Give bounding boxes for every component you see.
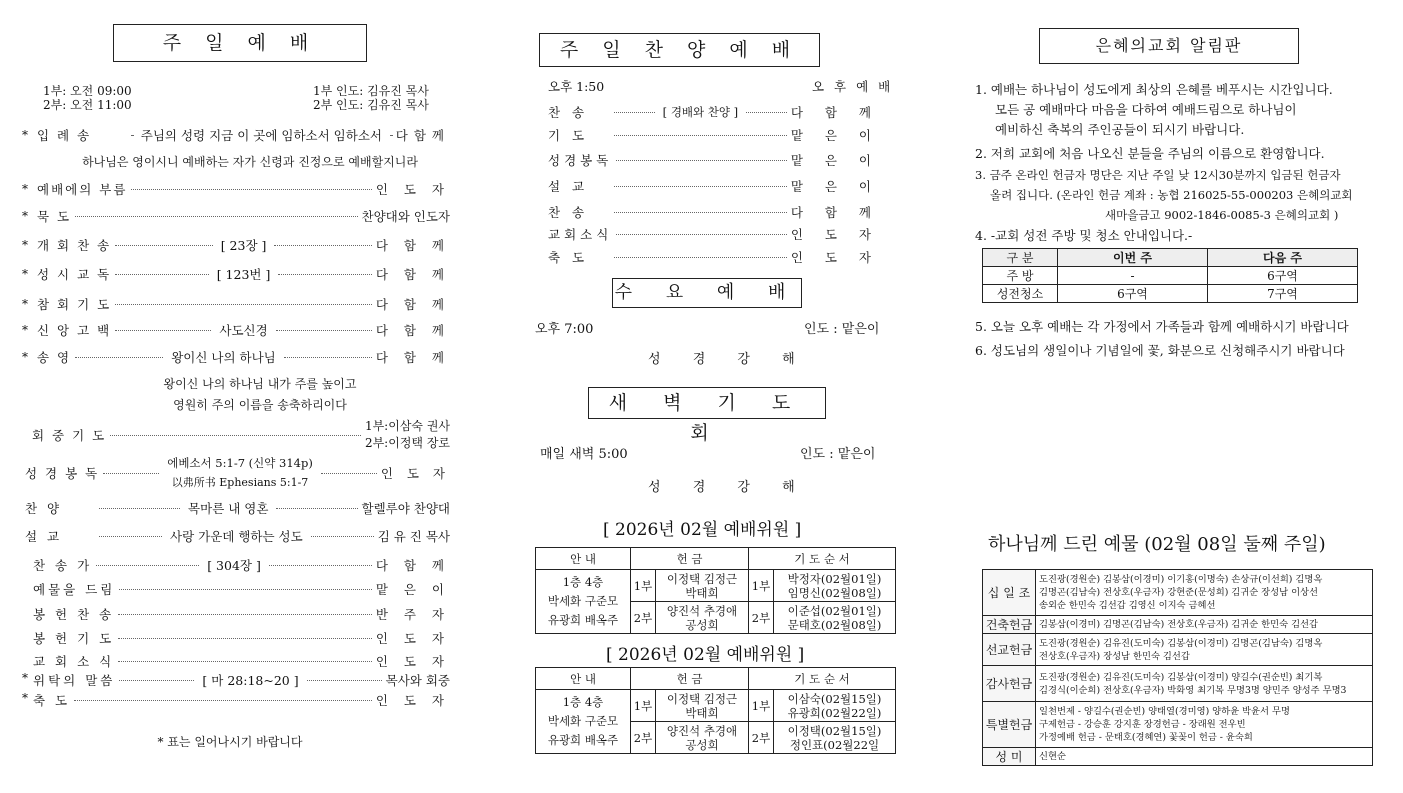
service-leader-1: 1부 인도: 김유진 목사 [313,84,429,98]
notice-3 [975,165,1353,225]
name: 박정자(02월01일) [787,571,882,586]
offering-name-line: 가정예배 헌금 - 문태호(경혜연) 꽃꽂이 헌금 - 윤숙희 [1039,732,1253,743]
wednesday-time: 오후 7:00 [535,322,594,337]
row-right: 인 도 자 [790,227,880,242]
name: 이정택 김정근 [666,691,738,706]
header-prayer: 기 도 순 서 [749,668,896,690]
clean-header-next-week: 다음 주 [1208,249,1358,267]
row-detail: [ 304장 ] [207,558,261,573]
row-right: 맡 은 이 [790,179,880,194]
dawn-time: 매일 새벽 5:00 [540,447,628,462]
clean-sanctuary-this: 6구역 [1058,285,1208,303]
notice-5: 5. 오늘 오후 예배는 각 가정에서 가족들과 함께 예배하시기 바랍니다 [975,319,1349,334]
wednesday-content: 성 경 강 해 [648,352,809,367]
leader-dots [118,613,372,615]
row-right: 할렐루야 찬양대 [361,501,450,516]
row-label: 회 중 기 도 [32,428,107,443]
offering-type: 성 미 [983,748,1036,766]
row-detail: [ 마 28:18~20 ] [202,673,299,688]
row-right: 목사와 회중 [385,673,450,688]
name: 양진석 추경애 [666,723,738,738]
row-label: 찬 송 [548,205,589,220]
leader-dots [278,273,371,275]
prayer-names-2 [774,602,896,634]
name: 유광희(02월22일) [787,705,882,720]
offering-service-1: 1부 [631,570,656,602]
leader-dots [131,188,371,190]
leader-dots [284,356,372,358]
offering-names-2 [656,602,749,634]
afternoon-row [548,203,880,221]
clean-kitchen-next: 6구역 [1208,267,1358,285]
row-label: 봉 헌 기 도 [33,631,115,646]
row-right: 다 함 께 [375,558,451,573]
row-label: 입 례 송 [37,128,92,143]
row-label: 위탁의 말씀 [33,673,116,688]
leader-dots [75,356,163,358]
row-right: 맡 은 이 [790,128,880,143]
leader-dots [115,329,211,331]
prayer-service-2: 2부 [749,602,774,634]
notice-1-line-3: 예비하신 축복의 주인공들이 되시기 바랍니다. [995,122,1245,137]
worship-row [33,691,450,709]
row-right: 맡 은 이 [790,153,880,168]
row-right: 찬양대와 인도자 [361,209,450,224]
prayer-service-1: 1부 [749,570,774,602]
header-prayer: 기 도 순 서 [749,548,896,570]
row-detail: 목마른 내 영혼 [188,501,269,516]
notice-3-line-2: 올려 집니다. (온라인 헌금 계좌 : 농협 216025-55-000203 은혜의교회 [990,188,1353,202]
row-detail: [ 23장 ] [220,238,267,253]
row-right: 다함께 [395,128,450,143]
offering-service-2: 2부 [631,602,656,634]
afternoon-row [548,126,880,144]
service-leader-2: 2부 인도: 김유진 목사 [313,98,429,112]
scripture-reading [25,455,450,491]
row-label: 성경봉독 [548,153,613,168]
name: 문태호(02월08일) [787,617,882,632]
doxology-lyric-1: 왕이신 나의 하나님 내가 주를 높이고 [163,377,357,391]
leader-dots [99,507,180,509]
prayer-service-1: 1부 [749,690,774,722]
offering-names-1 [656,570,749,602]
stand-marker: * [22,209,28,223]
leader-dots [311,535,374,537]
leader-dots [103,472,159,474]
notice-4: 4. -교회 성전 주방 및 청소 안내입니다.- [975,228,1193,243]
sunday-worship-title: 주 일 예 배 [113,24,367,62]
leader-dots [115,273,208,275]
row-right: 인 도 자 [375,631,450,646]
afternoon-time: 오후 1:50 [548,79,605,94]
leader-dots [614,256,787,258]
leader-dots [119,679,194,681]
worship-row [25,527,450,545]
ushers-2: 유광희 배옥주 [547,733,619,747]
notice-3-line-1: 3. 금주 온라인 헌금자 명단은 지난 주일 낮 12시30분까지 입금된 헌금자 [975,168,1341,182]
header-offering: 헌 금 [631,548,749,570]
afternoon-worship-title: 주 일 찬 양 예 배 [539,33,820,67]
leader-dots [276,329,372,331]
worship-row [37,295,450,313]
row-right: 다 함 께 [375,350,450,365]
row-label: 묵 도 [37,209,72,224]
row-right: 인 도 자 [380,466,451,481]
congregation-prayer [32,420,450,450]
row-detail: [ 123번 ] [216,267,271,282]
stand-marker: * [22,297,28,311]
header-guide: 안 내 [536,668,631,690]
offering-service-1: 1부 [631,690,656,722]
row-right: 반 주 자 [375,607,450,622]
leader-dots [96,564,199,566]
committee-title-1: [ 2026년 02월 예배위원 ] [603,520,802,540]
row-label: 성 시 교 독 [37,267,112,282]
prayer-names-2 [774,722,896,754]
offering-name-line: 김경식(이순희) 전상호(우금자) 박화영 최기복 무명3명 양민주 양성주 무명3 [1039,684,1347,696]
row-label: 찬 송 [548,105,589,120]
stand-marker: * [22,691,28,705]
worship-row [37,265,450,283]
name: 양진석 추경애 [666,603,738,618]
notice-1-line-1: 1. 예배는 하나님이 성도에게 최상의 은혜를 베푸시는 시간입니다. [975,82,1333,97]
worship-row [25,499,450,517]
offering-type: 감사헌금 [983,666,1036,702]
committee-table-1 [535,547,896,634]
leader-dots [390,134,392,136]
wednesday-leader: 인도 : 맡은이 [804,322,880,337]
row-detail: [ 경배와 찬양 ] [662,105,739,119]
offering-type: 건축헌금 [983,616,1036,634]
offering-name-line: 신현순 [1039,751,1066,762]
service-time-2: 2부: 오전 11:00 [43,98,132,112]
leader-dots [75,215,357,217]
ushers-1: 박세화 구준모 [547,714,619,728]
offering-type: 십 일 조 [983,570,1036,616]
offering-table [982,569,1373,766]
ushers-2: 유광희 배옥주 [547,613,619,627]
row-label: 기 도 [548,128,589,143]
row-right: 인 도 자 [790,250,880,265]
leader-dots [321,472,377,474]
clean-kitchen-this: - [1058,267,1208,285]
offering-names [1036,702,1373,748]
name: 이정택 김정근 [666,571,738,586]
prayer-leader-1: 1부:이삼숙 권사 [364,419,450,433]
prayer-leader-2: 2부:이정택 장로 [364,436,450,450]
stand-marker: * [22,182,28,196]
leader-dots [118,660,372,662]
stand-marker: * [22,267,28,281]
offering-names [1036,748,1373,766]
offering-type: 특별헌금 [983,702,1036,748]
row-label: 성 경 봉 독 [25,466,100,481]
clean-header-area: 구 분 [983,249,1058,267]
leader-dots [110,434,361,436]
leader-dots [99,535,162,537]
scripture-reference [163,454,317,492]
row-label: 설 교 [548,179,589,194]
worship-row [33,652,450,670]
notice-3-line-3: 새마을금고 9002-1846-0085-3 은혜의교회 ) [1105,208,1339,222]
notice-6: 6. 성도님의 생일이나 기념일에 꽃, 화분으로 신청해주시기 바랍니다 [975,343,1345,358]
row-label: 찬 송 가 [33,558,93,573]
ushers [536,690,631,754]
worship-row [37,126,450,144]
prayer-leaders [365,418,450,452]
row-label: 축 도 [548,250,589,265]
bulletin-board-title: 은혜의교회 알림판 [1039,28,1299,64]
afternoon-row [548,225,880,243]
row-right: 맡 은 이 [375,582,450,597]
leader-dots [274,244,371,246]
worship-row [37,348,450,366]
row-label: 참 회 기 도 [37,297,112,312]
clean-area-kitchen: 주 방 [983,267,1058,285]
leader-dots [269,564,372,566]
ushers-floor: 1층 4층 [562,575,604,589]
leader-dots [119,588,371,590]
worship-row [37,321,450,339]
offering-names-1 [656,690,749,722]
row-right: 인 도 자 [375,182,450,197]
doxology-lyric-2: 영원히 주의 이름을 송축하리이다 [173,398,347,412]
clean-header-this-week: 이번 주 [1058,249,1208,267]
leader-dots [115,244,212,246]
leader-dots [614,111,655,113]
notice-1-line-2: 모든 공 예배마다 마음을 다하여 예배드림으로 하나님이 [995,102,1297,117]
leader-dots [614,134,787,136]
offering-names [1036,570,1373,616]
name: 박태희 [685,585,719,600]
name: 이삼숙(02월15일) [787,691,882,706]
row-label: 예물을 드림 [33,582,116,597]
worship-row [33,605,450,623]
dawn-prayer-title: 새 벽 기 도 회 [588,387,826,419]
row-right: 다 함 께 [375,323,451,338]
row-detail: 주님의 성령 지금 이 곳에 임하소서 임하소서 [140,128,382,143]
name: 박태희 [685,705,719,720]
stand-marker: * [22,128,28,142]
row-right: 인 도 자 [375,693,450,708]
row-label: 찬 양 [25,501,63,516]
name: 공성희 [685,737,719,752]
offering-service-2: 2부 [631,722,656,754]
row-label: 송 영 [37,350,72,365]
row-label: 교 회 소 식 [33,654,115,669]
offering-name-line: 전상호(우금자) 장성남 한민숙 김선갑 [1039,650,1190,662]
header-offering: 헌 금 [631,668,749,690]
row-label: 교회소식 [548,227,613,242]
afternoon-row [548,177,880,195]
footnote: * 표는 일어나시기 바랍니다 [157,735,303,749]
prayer-names-1 [774,690,896,722]
committee-title-2: [ 2026년 02월 예배위원 ] [606,645,805,665]
row-right: 다 함 께 [375,267,450,282]
ushers [536,570,631,634]
leader-dots [614,185,787,187]
row-label: 신 앙 고 백 [37,323,112,338]
offering-title: 하나님께 드린 예물 (02월 08일 둘째 주일) [988,534,1326,555]
scripture-english: 以弗所书 Ephesians 5:1-7 [171,476,309,489]
row-detail: 사도신경 [219,323,268,338]
row-right: 인 도 자 [375,654,450,669]
dawn-content: 성 경 강 해 [648,480,809,495]
afternoon-row [548,151,880,169]
notice-1 [975,80,1333,140]
row-right: 다 함 께 [790,205,880,220]
leader-dots [616,159,787,161]
service-time-1: 1부: 오전 09:00 [43,84,132,98]
prayer-service-2: 2부 [749,722,774,754]
afternoon-label: 오 후 예 배 [812,79,894,94]
offering-name-line: 송외순 한민숙 김선갑 김영신 이지숙 금혜선 [1039,600,1216,611]
name: 공성희 [685,617,719,632]
leader-dots [276,507,357,509]
worship-row [37,236,450,254]
offering-names [1036,616,1373,634]
call-verse: 하나님은 영이시니 예배하는 자가 신령과 진정으로 예배할지니라 [82,155,418,169]
row-label: 예배에의 부름 [37,182,128,197]
stand-marker: * [22,323,28,337]
wednesday-worship-title: 수 요 예 배 [612,278,802,308]
afternoon-row [548,103,880,121]
stand-marker: * [22,671,28,685]
leader-dots [614,211,787,213]
leader-dots [115,303,372,305]
offering-name-line: 도진광(경원순) 김봉삼(이경미) 이기홍(이명숙) 손상규(이선희) 김명옥 [1039,574,1323,585]
row-label: 축 도 [33,693,71,708]
notice-2: 2. 저희 교회에 처음 나오신 분들을 주님의 이름으로 환영합니다. [975,146,1325,161]
row-right: 다 함 께 [790,105,881,120]
row-label: 설 교 [25,529,63,544]
cleaning-table [982,248,1358,303]
row-right: 김 유 진 목사 [377,529,450,544]
worship-row [37,207,450,225]
leader-dots [118,637,372,639]
leader-dots [131,134,133,136]
row-right: 다 함 께 [375,297,450,312]
row-right: 다 함 께 [375,238,451,253]
row-detail: 왕이신 나의 하나님 [171,350,276,365]
name: 정인표(02월22일 [789,737,880,752]
ushers-floor: 1층 4층 [562,695,604,709]
stand-marker: * [22,350,28,364]
name: 임명신(02월08일) [787,585,882,600]
offering-type: 선교헌금 [983,634,1036,666]
leader-dots [74,699,372,701]
offering-names [1036,666,1373,702]
clean-sanctuary-next: 7구역 [1208,285,1358,303]
clean-area-sanctuary: 성전청소 [983,285,1058,303]
dawn-leader: 인도 : 맡은이 [800,447,876,462]
offering-name-line: 구제헌금 - 강승훈 강지훈 장경헌금 - 장래원 전우빈 [1039,719,1246,730]
leader-dots [616,233,787,235]
worship-row [33,580,450,598]
offering-name-line: 도진광(경원순) 김유진(도미숙) 김봉삼(이경미) 양길수(권순빈) 최기복 [1039,671,1323,683]
row-label: 봉 헌 찬 송 [33,607,115,622]
offering-names [1036,634,1373,666]
worship-row [33,556,450,574]
offering-name-line: 일천번제 - 양길수(권순빈) 양태열(경미영) 양하윤 박윤서 무명 [1039,706,1290,717]
ushers-1: 박세화 구준모 [547,594,619,608]
row-label: 개 회 찬 송 [37,238,112,253]
committee-table-2 [535,667,896,754]
leader-dots [307,679,382,681]
offering-name-line: 김명곤(김남숙) 전상호(우금자) 강현준(문성희) 김귀순 장성남 이상선 [1039,587,1319,598]
afternoon-row [548,248,880,266]
scripture-korean: 에베소서 5:1-7 (신약 314p) [167,456,313,470]
worship-row [33,629,450,647]
header-guide: 안 내 [536,548,631,570]
name: 이준섭(02월01일) [787,603,882,618]
offering-name-line: 김봉삼(이경미) 김명곤(김남숙) 전상호(우금자) 김귀순 한민숙 김선갑 [1039,619,1319,630]
offering-name-line: 도진광(경원순) 김유진(도미숙) 김봉삼(이경미) 김명곤(김남숙) 김명옥 [1039,637,1323,649]
row-detail: 사랑 가운데 행하는 성도 [170,529,303,544]
name: 이정택(02월15일) [787,723,882,738]
stand-marker: * [22,238,28,252]
worship-row [33,671,450,689]
prayer-names-1 [774,570,896,602]
leader-dots [746,111,787,113]
worship-row [37,180,450,198]
offering-names-2 [656,722,749,754]
